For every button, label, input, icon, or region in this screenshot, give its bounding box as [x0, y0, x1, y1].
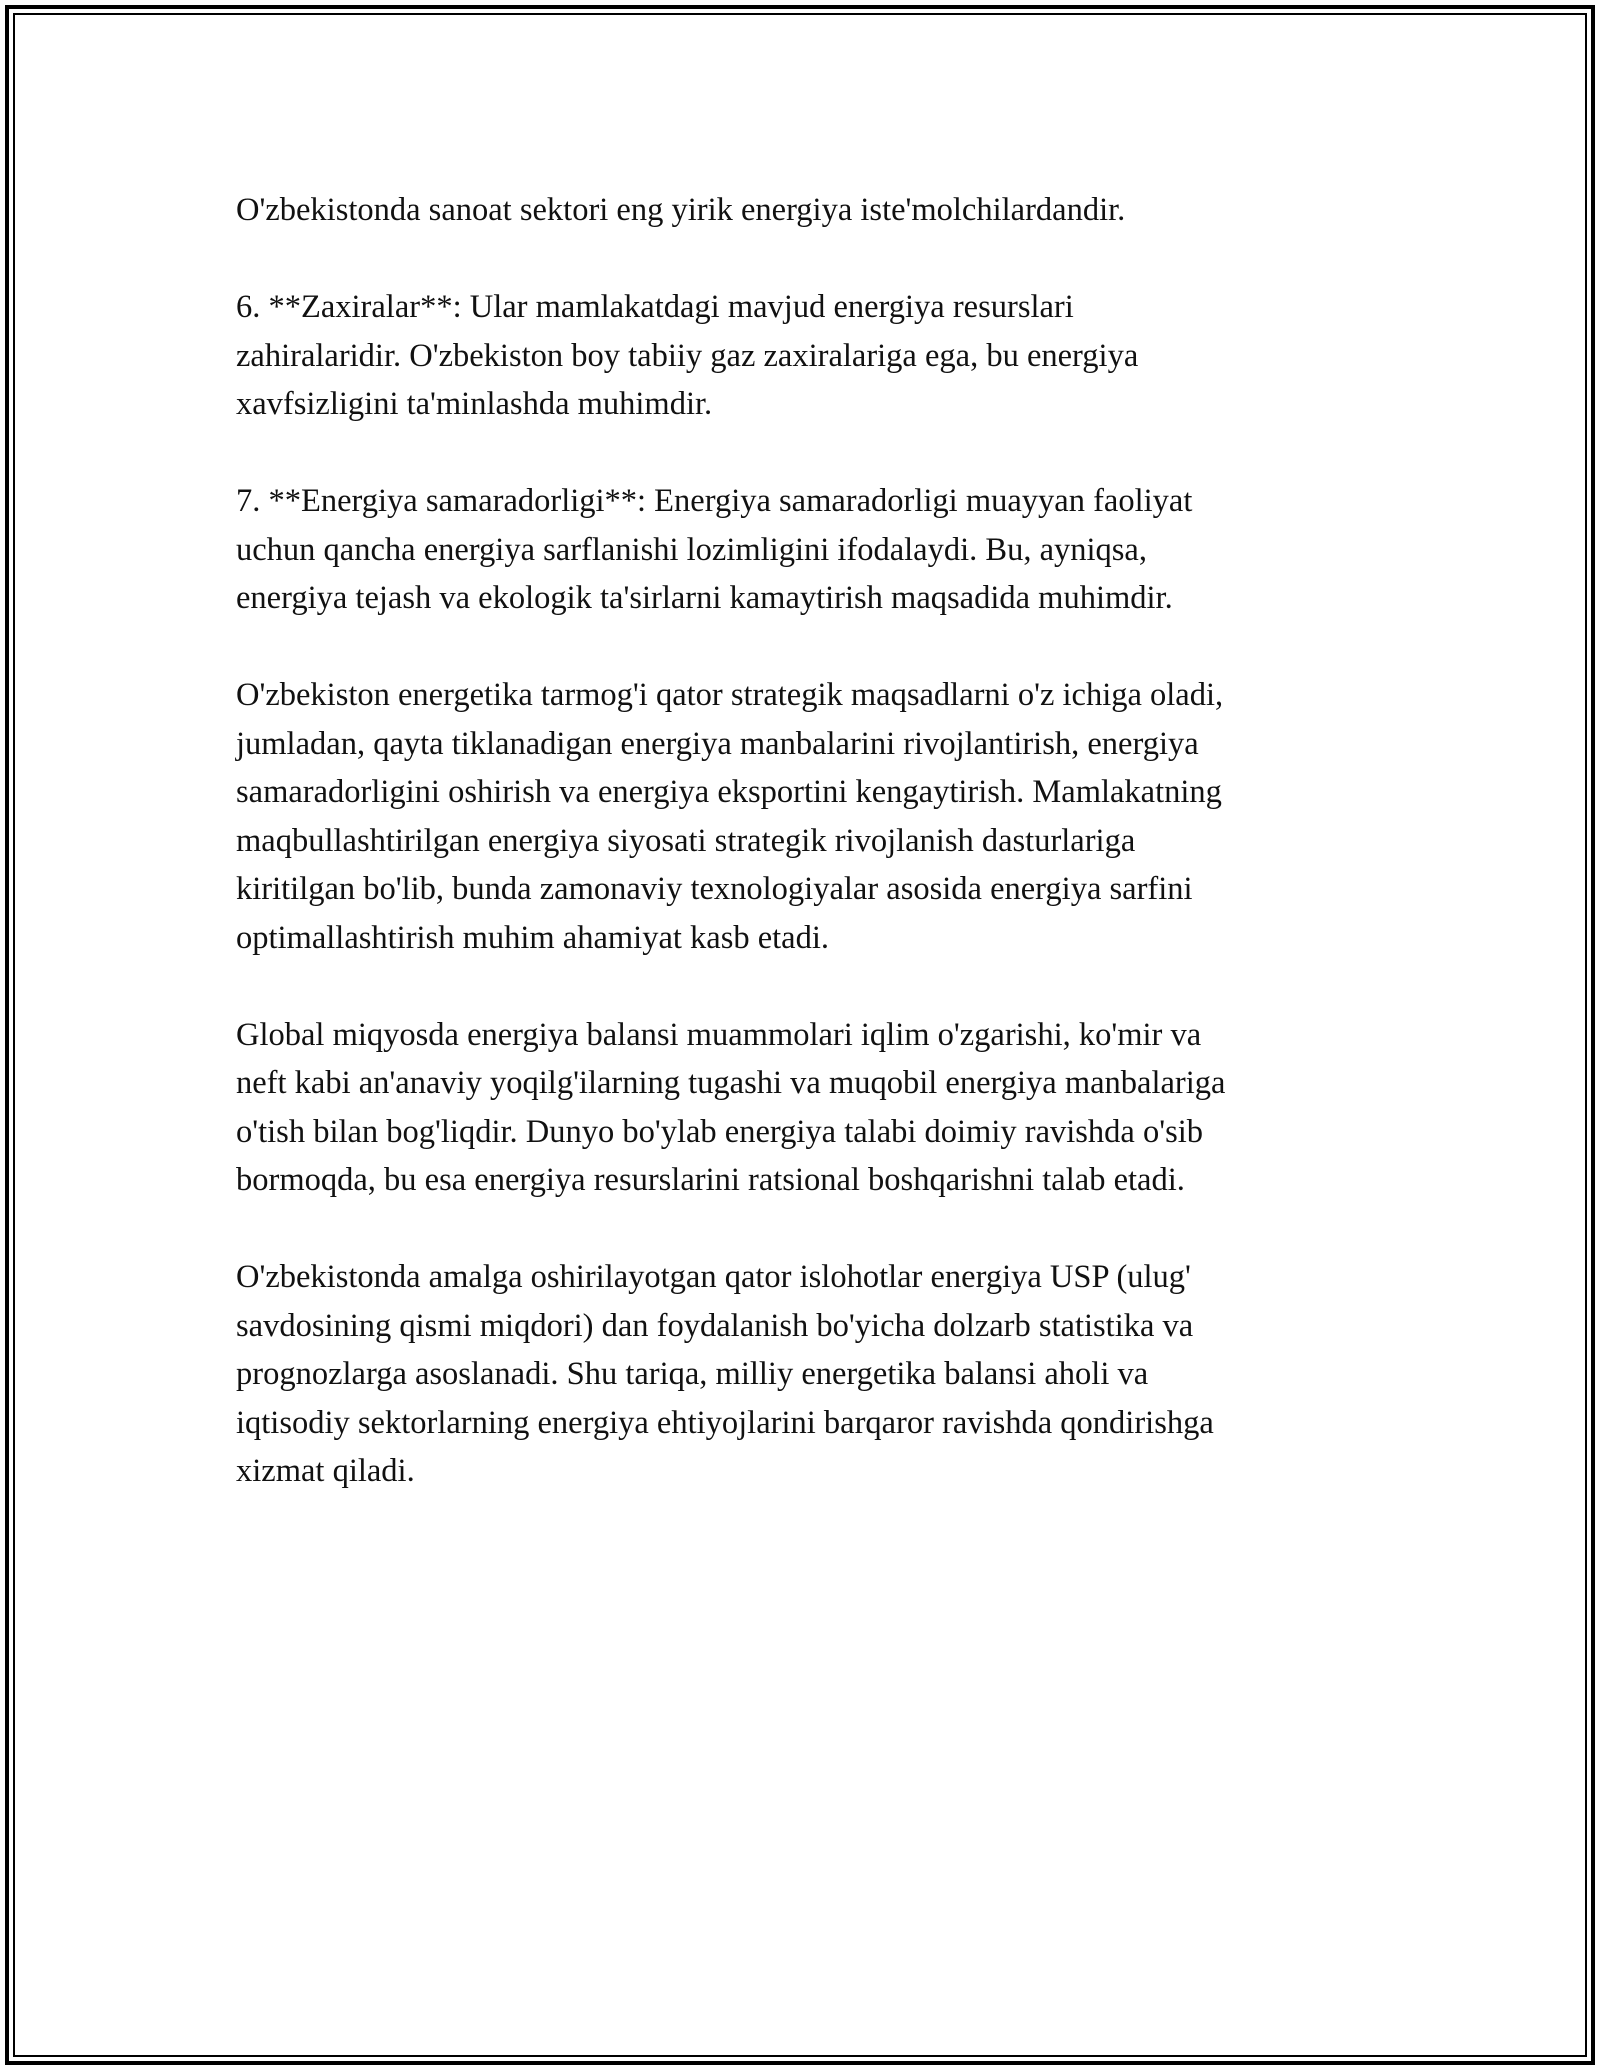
- paragraph-strategic-goals: O'zbekiston energetika tarmog'i qator strategik maqsadlarni o'z ichiga oladi, jumladan, qayta tiklanadigan energiya manbalarini rivojlantirish, energiya samaradorligini oshirish va energiya eksportini kengaytirish. Mamlakatning maqbullashtirilgan energiya siyosati strategik rivojlanish dasturlariga kiritilgan bo'lib, bunda zamonaviy texnologiyalar asosida energiya sarfini optimallashtirish muhim ahamiyat kasb etadi.: [236, 677, 1224, 956]
- paragraph-industry-consumers: O'zbekistonda sanoat sektori eng yirik energiya iste'molchilardandir.: [236, 192, 1126, 228]
- paragraph-global-energy-balance: Global miqyosda energiya balansi muammolari iqlim o'zgarishi, ko'mir va neft kabi an'anaviy yoqilg'ilarning tugashi va muqobil energiya manbalariga o'tish bilan bog'liqdir. Dunyo bo'ylab energiya talabi doimiy ravishda o'sib bormoqda, bu esa energiya resurslarini ratsional boshqarishni talab etadi.: [236, 1016, 1226, 1198]
- paragraph-reforms: O'zbekistonda amalga oshirilayotgan qator islohotlar energiya USP (ulug' savdosining qismi miqdori) dan foydalanish bo'yicha dolzarb statistika va prognozlarga asoslanadi. Shu tariqa, milliy energetika balansi aholi va iqtisodiy sektorlarning energiya ehtiyojlarini barqaror ravishda qondirishga xizmat qiladi.: [236, 1259, 1214, 1489]
- paragraph-energy-efficiency: 7. **Energiya samaradorligi**: Energiya samaradorligi muayyan faoliyat uchun qancha energiya sarflanishi lozimligini ifodalaydi. Bu, ayniqsa, energiya tejash va ekologik ta'sirlarni kamaytirish maqsadida muhimdir.: [236, 483, 1193, 616]
- paragraph-reserves: 6. **Zaxiralar**: Ular mamlakatdagi mavjud energiya resurslari zahiralaridir. O'zbekiston boy tabiiy gaz zaxiralariga ega, bu energiya xavfsizligini ta'minlashda muhimdir.: [236, 289, 1139, 422]
- document-body: [236, 186, 1366, 1496]
